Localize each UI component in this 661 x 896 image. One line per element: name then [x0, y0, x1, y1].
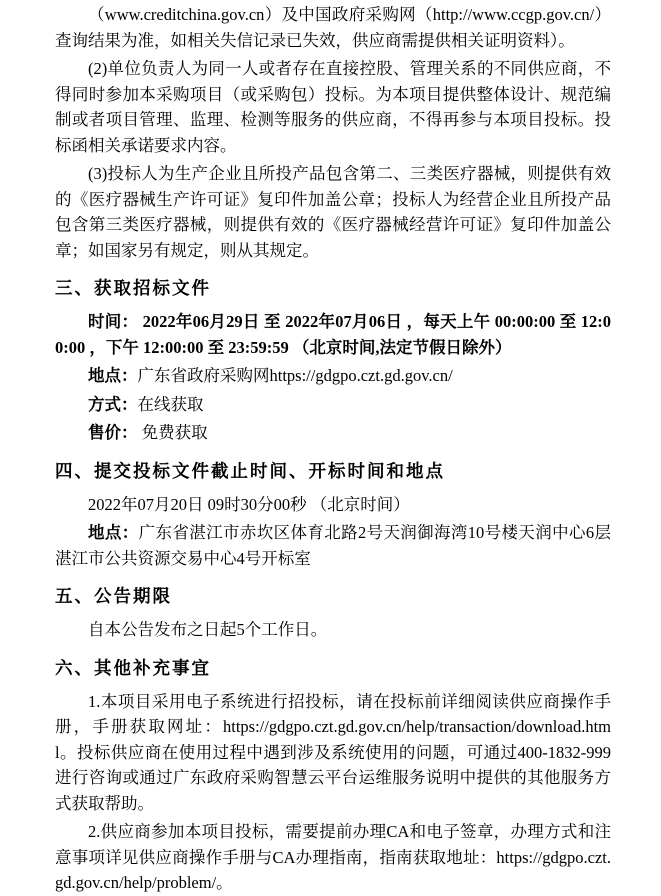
time-label: 时间： [88, 312, 139, 331]
place-label: 地点： [88, 366, 138, 385]
opening-place-label: 地点： [88, 523, 139, 542]
other-matters-paragraph-1: 1.本项目采用电子系统进行招投标，请在投标前详细阅读供应商操作手册，手册获取网址：https://gdgpo.czt.gd.gov.cn/help/transaction/download.html。投标供应商在使用过程中遇到涉及系统使用的问题，可通过400-1832-999进行咨询或通过广东政府采购智慧云平台运维服务说明中提供的其他服务方式获取帮助。 [55, 691, 611, 813]
method-value: 在线获取 [137, 394, 204, 414]
price-label: 售价： [88, 423, 138, 442]
paragraph-credit-query-note: （www.creditchina.gov.cn）及中国政府采购网（http://www.ccgp.gov.cn/）查询结果为准，如相关失信记录已失效，供应商需提供相关证明资料）。 [55, 5, 611, 50]
paragraph-requirement-3: (3)投标人为生产企业且所投产品包含第二、三类医疗器械，则提供有效的《医疗器械生产许可证》复印件加盖公章；投标人为经营企业且所投产品包含第三类医疗器械，则提供有效的《医疗器械经营许可证》复印件加盖公章；如国家另有规定，则从其规定。 [55, 164, 611, 260]
obtain-price-line [55, 420, 611, 446]
opening-place-value: 广东省湛江市赤坎区体育北路2号天润御海湾10号楼天润中心6层湛江市公共资源交易中心4号开标室 [55, 523, 612, 568]
other-matters-paragraph-2: 2.供应商参加本项目投标，需要提前办理CA和电子签章，办理方式和注意事项详见供应商操作手册与CA办理指南，指南获取地址：https://gdgpo.czt.gd.gov.cn/help/problem/。 [55, 822, 611, 892]
method-label: 方式： [88, 394, 138, 414]
section-heading-obtain-bid-documents: 三、获取招标文件 [55, 278, 211, 298]
section-heading-other-matters: 六、其他补充事宜 [55, 657, 211, 678]
opening-place-line [55, 520, 611, 571]
section-heading-submission-deadline: 四、提交投标文件截止时间、开标时间和地点 [55, 460, 445, 481]
announcement-period-line: 自本公告发布之日起5个工作日。 [88, 620, 328, 639]
obtain-place-line [55, 363, 611, 389]
section-heading-announcement-period: 五、公告期限 [55, 586, 172, 606]
price-value: 免费获取 [137, 423, 208, 442]
place-value: 广东省政府采购网https://gdgpo.czt.gd.gov.cn/ [137, 366, 453, 385]
obtain-time-line [55, 309, 611, 360]
paragraph-requirement-2: (2)单位负责人为同一人或者存在直接控股、管理关系的不同供应商，不得同时参加本采购项目（或采购包）投标。为本项目提供整体设计、规范编制或者项目管理、监理、检测等服务的供应商，不得再参与本项目投标。投标函相关承诺要求内容。 [55, 59, 611, 155]
obtain-method-line [55, 392, 611, 418]
deadline-datetime-line: 2022年07月20日 09时30分00秒 （北京时间） [88, 494, 410, 514]
time-value: 2022年06月29日 至 2022年07月06日 ，每天上午 00:00:00 至 12:00:00 ，下午 12:00:00 至 23:59:59 （北京时间,法定节假日除外） [55, 312, 612, 357]
